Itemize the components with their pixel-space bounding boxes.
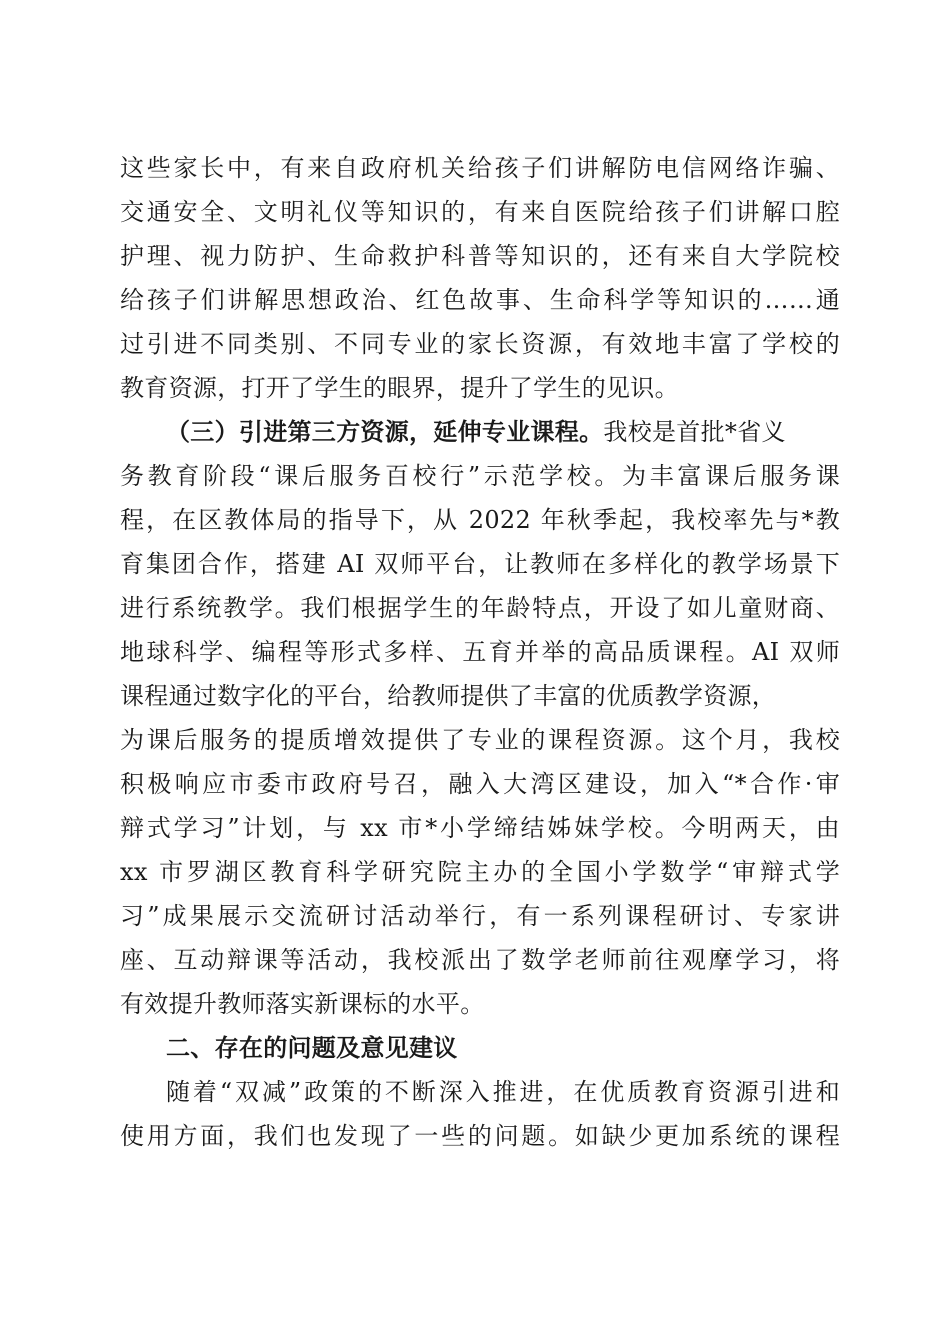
- paragraph-line: 习”成果展示交流研讨活动举行，有一系列课程研讨、专家讲: [120, 902, 840, 930]
- paragraph-line: 积极响应市委市政府号召，融入大湾区建设，加入“*合作·审: [120, 770, 840, 798]
- paragraph-line: 有效提升教师落实新课标的水平。: [120, 990, 485, 1018]
- paragraph-line: 辩式学习”计划，与 xx 市*小学缔结姊妹学校。今明两天，由: [120, 814, 840, 842]
- chapter-heading: 二、存在的问题及意见建议: [166, 1034, 458, 1062]
- paragraph-line: 地球科学、编程等形式多样、五育并举的高品质课程。AI 双师: [120, 638, 840, 666]
- paragraph-line: 过引进不同类别、不同专业的家长资源，有效地丰富了学校的: [120, 330, 840, 358]
- paragraph-line: 为课后服务的提质增效提供了专业的课程资源。这个月，我校: [120, 726, 840, 754]
- paragraph-line: 课程通过数字化的平台，给教师提供了丰富的优质教学资源，: [120, 682, 777, 710]
- paragraph-line: 教育资源，打开了学生的眼界，提升了学生的见识。: [120, 374, 679, 402]
- paragraph-line: 给孩子们讲解思想政治、红色故事、生命科学等知识的……通: [120, 286, 840, 314]
- paragraph-line: 这些家长中，有来自政府机关给孩子们讲解防电信网络诈骗、: [120, 154, 840, 182]
- paragraph-line: 随着“双减”政策的不断深入推进，在优质教育资源引进和: [166, 1078, 840, 1106]
- paragraph-line: 护理、视力防护、生命救护科普等知识的，还有来自大学院校: [120, 242, 840, 270]
- paragraph-line: 使用方面，我们也发现了一些的问题。如缺少更加系统的课程: [120, 1122, 840, 1150]
- paragraph-line: 进行系统教学。我们根据学生的年龄特点，开设了如儿童财商、: [120, 594, 840, 622]
- paragraph-line: 交通安全、文明礼仪等知识的，有来自医院给孩子们讲解口腔: [120, 198, 840, 226]
- paragraph-line: 务教育阶段“课后服务百校行”示范学校。为丰富课后服务课: [120, 462, 840, 490]
- paragraph-line: xx 市罗湖区教育科学研究院主办的全国小学数学“审辩式学: [120, 858, 840, 886]
- paragraph-line: 育集团合作，搭建 AI 双师平台，让教师在多样化的教学场景下: [120, 550, 840, 578]
- section-heading-line: [166, 412, 840, 452]
- paragraph-line: 程，在区教体局的指导下，从 2022 年秋季起，我校率先与*教: [120, 506, 840, 534]
- section-heading: （三）引进第三方资源，延伸专业课程。: [166, 417, 604, 446]
- paragraph-line: 座、互动辩课等活动，我校派出了数学老师前往观摩学习，将: [120, 946, 840, 974]
- paragraph-text: 我校是首批*省义: [603, 418, 786, 446]
